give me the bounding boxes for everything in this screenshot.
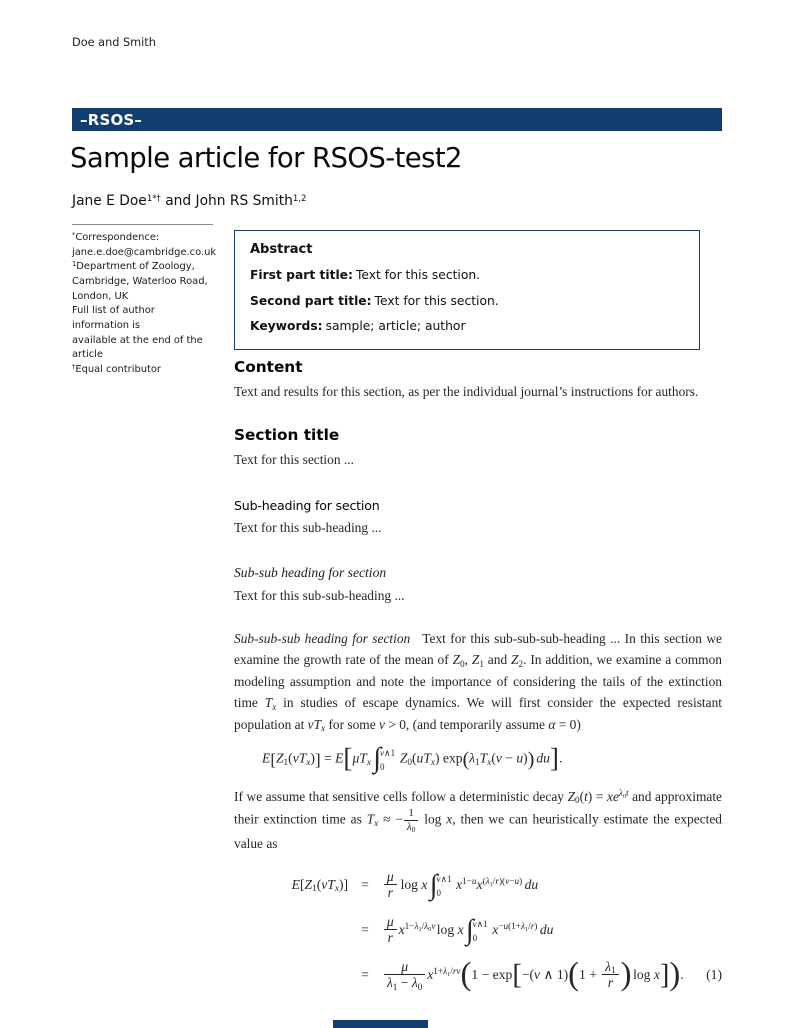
banner-label: –RSOS–	[80, 110, 143, 129]
abstract-item-text: sample; article; author	[325, 319, 466, 334]
equation-row	[264, 907, 722, 952]
running-header: Doe and Smith	[72, 36, 156, 49]
abstract-item-text: Text for this section.	[355, 268, 481, 282]
abstract-item-label: Second part title:	[250, 293, 372, 308]
abstract-item-label: First part title:	[250, 268, 353, 282]
equals-sign: =	[361, 921, 369, 937]
paragraph-decay: If we assume that sensitive cells follow a deterministic decay $Z0(t) = xe^{\lambda 0t}$ and approximate their extinction time as Tx ≈ − $\frac{1}{\lambda 0}$ log x, then we can heuristically estimate the expected value as	[234, 788, 722, 851]
abstract-item	[250, 318, 684, 335]
equals-sign: =	[361, 876, 369, 892]
correspondence-line: Cambridge, Waterloo Road,	[72, 275, 208, 287]
equation-rhs: $\frac{\mu}{r}$ $x^{1-\lambda 1/\lambda 0v}\log$ x ∫ v∧1 0 $x^{-u(1+\lambda 1/r)}$ du	[382, 914, 553, 946]
author-1-superscript: 1*†	[146, 194, 161, 205]
section-heading-content: Content	[234, 358, 303, 376]
equals-sign: =	[361, 966, 369, 982]
author-2-name: John RS Smith	[195, 193, 293, 209]
paragraph-section: Text for this section ...	[234, 452, 354, 468]
article-title: Sample article for RSOS-test2	[70, 142, 462, 174]
abstract-item	[250, 267, 684, 284]
correspondence-line: *Correspondence:	[72, 230, 160, 243]
equation-lhs: E[Z1(vTx)]	[291, 876, 348, 894]
correspondence-line: Full list of author information is	[72, 305, 155, 331]
paragraph-content: Text and results for this section, as per the individual journal’s instructions for authors.	[234, 384, 699, 399]
abstract-heading: Abstract	[250, 242, 313, 257]
correspondence-block	[72, 224, 217, 378]
correspondence-line: available at the end of the article	[72, 334, 203, 361]
main-column	[234, 358, 722, 997]
sub-sub-heading: Sub-sub heading for section	[234, 565, 387, 581]
correspondence-line: $^1$Department of Zoology,	[72, 259, 195, 273]
author-1-name: Jane E Doe	[72, 193, 147, 209]
equation-rhs: $\frac{\mu}{r}$ log x ∫ v∧1 0 $x^{1-u}x^{(\lambda 1/r)(v-u)}$ du	[382, 869, 538, 901]
equation-number: (1)	[706, 966, 722, 982]
author-2-superscript: 1,2	[292, 194, 307, 205]
abstract-box	[234, 230, 700, 350]
sub-heading: Sub-heading for section	[234, 497, 380, 513]
paragraph-sub-sub-sub: Sub-sub-sub heading for section Text for this sub-sub-sub-heading ... In this section we examine the growth rate of the mean of Z0, Z1 and Z2. In addition, we examine a common modeling assumption and note the importance of considering the tails of the extinction time Tx in studies of escape dynamics. We will first consider the expected resistant population at vTx for some v > 0, (and temporarily assume α = 0)	[234, 630, 722, 733]
equation-display: E[Z1(vTx)] = E[μTx ∫ v∧1 0 Z0(uTx) exp(λ1Tx(v − u)) du].	[262, 742, 563, 775]
equation-align-block	[264, 862, 722, 997]
correspondence-line: †Equal contributor	[72, 362, 161, 375]
paragraph-sub: Text for this sub-heading ...	[234, 519, 382, 535]
authors-line	[72, 193, 306, 209]
correspondence-line: London, UK	[72, 290, 129, 302]
rsos-banner	[72, 108, 722, 131]
equation-row	[264, 952, 722, 997]
abstract-item-label: Keywords:	[250, 319, 323, 334]
abstract-item-text: Text for this section.	[374, 293, 499, 308]
abstract-item	[250, 293, 684, 310]
section-heading-title: Section title	[234, 426, 340, 445]
equation-rhs: $\frac{\mu}{\lambda 1 - \lambda 0}$ $x^{1+\lambda 1/rv}(1 - \exp[-(v$ ∧ 1)(1 + $\frac{\lambda 1}{r}$ ) log x]).	[382, 959, 684, 991]
paragraph-sub-sub: Text for this sub-sub-heading ...	[234, 588, 405, 604]
correspondence-email: jane.e.doe@cambridge.co.uk	[72, 246, 217, 258]
next-page-banner-sliver	[333, 1020, 428, 1028]
authors-conjunction: and	[160, 193, 196, 209]
equation-row	[264, 862, 722, 907]
